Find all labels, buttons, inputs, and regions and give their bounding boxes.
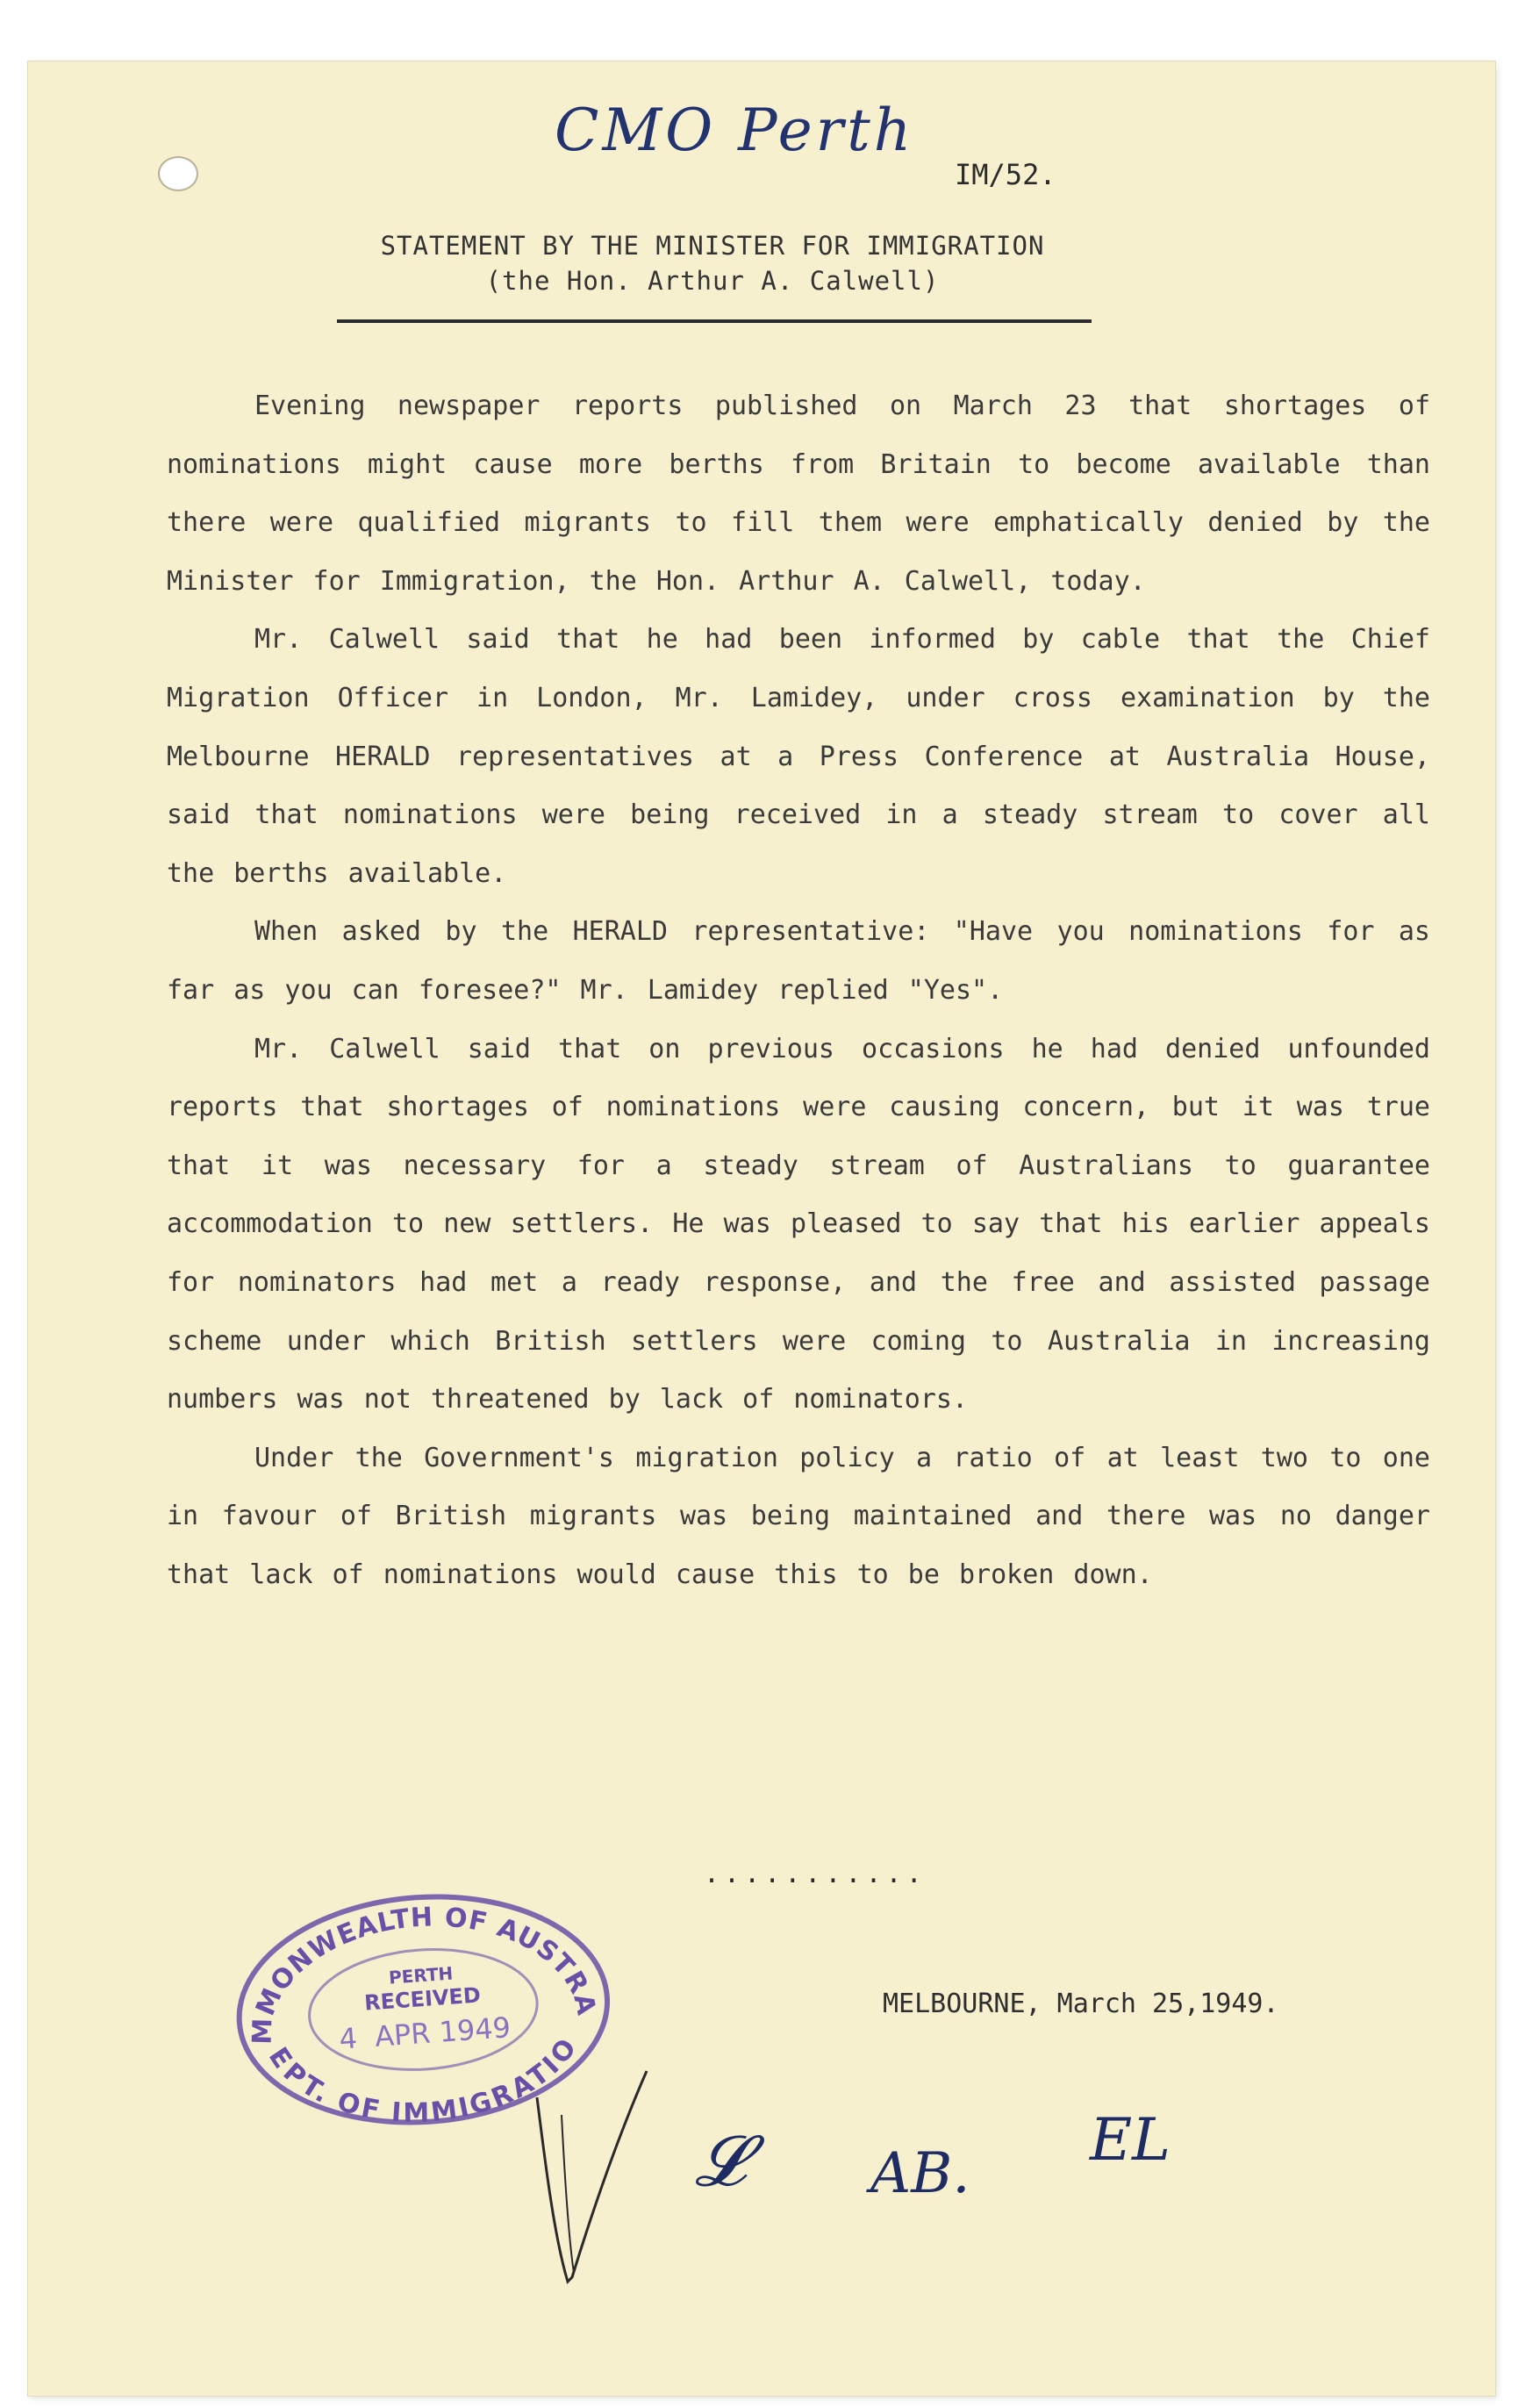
initials-2: AB. [870,2141,970,2206]
signature-stroke [519,2062,660,2290]
title-line-2: (the Hon. Arthur A. Calwell) [485,266,940,296]
separator-dots: ........... [704,1859,927,1889]
reference-number: IM/52. [955,158,1056,191]
place-and-date: MELBOURNE, March 25,1949. [883,1989,1279,2019]
document-page [28,61,1495,2396]
title-line-1: STATEMENT BY THE MINISTER FOR IMMIGRATION [380,231,1045,261]
paragraph-5: Under the Government's migration policy a ratio of at least two to one in favour of British migrants was being maintained and there was no danger that lack of nominations would cause this to be broken down. [167,1442,1430,1590]
statement-title [318,228,1107,298]
paragraph-1: Evening newspaper reports published on March 23 that shortages of nominations might cause more berths from Britain to become available than there were qualified migrants to fill them were emphatically denied by the Minister for Immigration, the Hon. Arthur A. Calwell, today. [167,391,1430,597]
paragraph-4: Mr. Calwell said that on previous occasions he had denied unfounded reports that shortages of nominations were causing concern, but it was true that it was necessary for a steady stream of Australians to guarantee accommodation to new settlers. He was pleased to say that his earlier appeals for nominators had met a ready response, and the free and assisted passage scheme under which British settlers were coming to Australia in increasing numbers was not threatened by lack of nominators. [167,1033,1430,1415]
initials-1: 𝓛 [695,2120,747,2202]
stamp-date: 4 APR 1949 [338,2010,512,2056]
handwritten-annotation: CMO Perth [555,97,915,164]
punch-hole [158,156,198,191]
stamp-city: PERTH [388,1962,454,1989]
initials-3: EL [1090,2106,1171,2174]
stamp-top-text: COMMONWEALTH OF AUSTRALIA [212,1867,602,2046]
paragraph-2: Mr. Calwell said that he had been informed by cable that the Chief Migration Officer in London, Mr. Lamidey, under cross examination by the Melbourne HERALD representatives at a Press Conference at Australia House, said that nominations were being received in a steady stream to cover all the berths available. [167,624,1430,889]
stamp-status: RECEIVED [363,1982,482,2016]
statement-body [167,377,1430,1604]
stamp-bottom-text: DEPT. OF IMMIGRATION. [212,1887,584,2129]
paragraph-3: When asked by the HERALD representative: "Have you nominations for as far as you can foresee?" Mr. Lamidey replied "Yes". [167,916,1430,1006]
title-underline [337,319,1092,323]
